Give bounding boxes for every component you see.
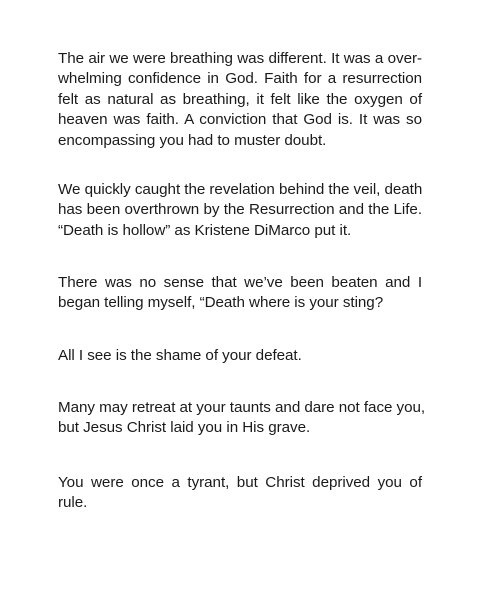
paragraph-line: whelming confidence in God. Faith for a resurrection [58,70,422,88]
paragraph-1 [58,49,422,151]
paragraph-2 [58,180,422,241]
paragraph-3 [58,273,422,314]
paragraph-4 [58,346,422,366]
paragraph-5 [58,398,426,439]
paragraph-line: has been overthrown by the Resurrection and the Life. [58,201,422,219]
paragraph-line: encompassing you had to muster doubt. [58,131,327,149]
paragraph-line: felt as natural as breathing, it felt like the oxygen of [58,90,422,108]
paragraph-line: Many may retreat at your taunts and dare not face you, [58,399,426,416]
paragraph-line: but Jesus Christ laid you in His grave. [58,419,311,437]
paragraph-6 [58,473,422,514]
document-page [58,49,426,512]
paragraph-line: All I see is the shame of your defeat. [58,347,302,364]
paragraph-line: began telling myself, “Death where is your sting? [58,294,384,312]
paragraph-line: heaven was faith. A conviction that God is. It was so [58,111,422,129]
paragraph-line: rule. [58,494,88,512]
paragraph-line: The air we were breathing was different. It was a over- [58,50,422,67]
paragraph-line: We quickly caught the revelation behind the veil, death [58,181,423,198]
paragraph-line: “Death is hollow” as Kristene DiMarco put it. [58,221,352,239]
paragraph-line: You were once a tyrant, but Christ deprived you of [58,474,422,491]
paragraph-line: There was no sense that we’ve been beaten and I [58,274,422,291]
